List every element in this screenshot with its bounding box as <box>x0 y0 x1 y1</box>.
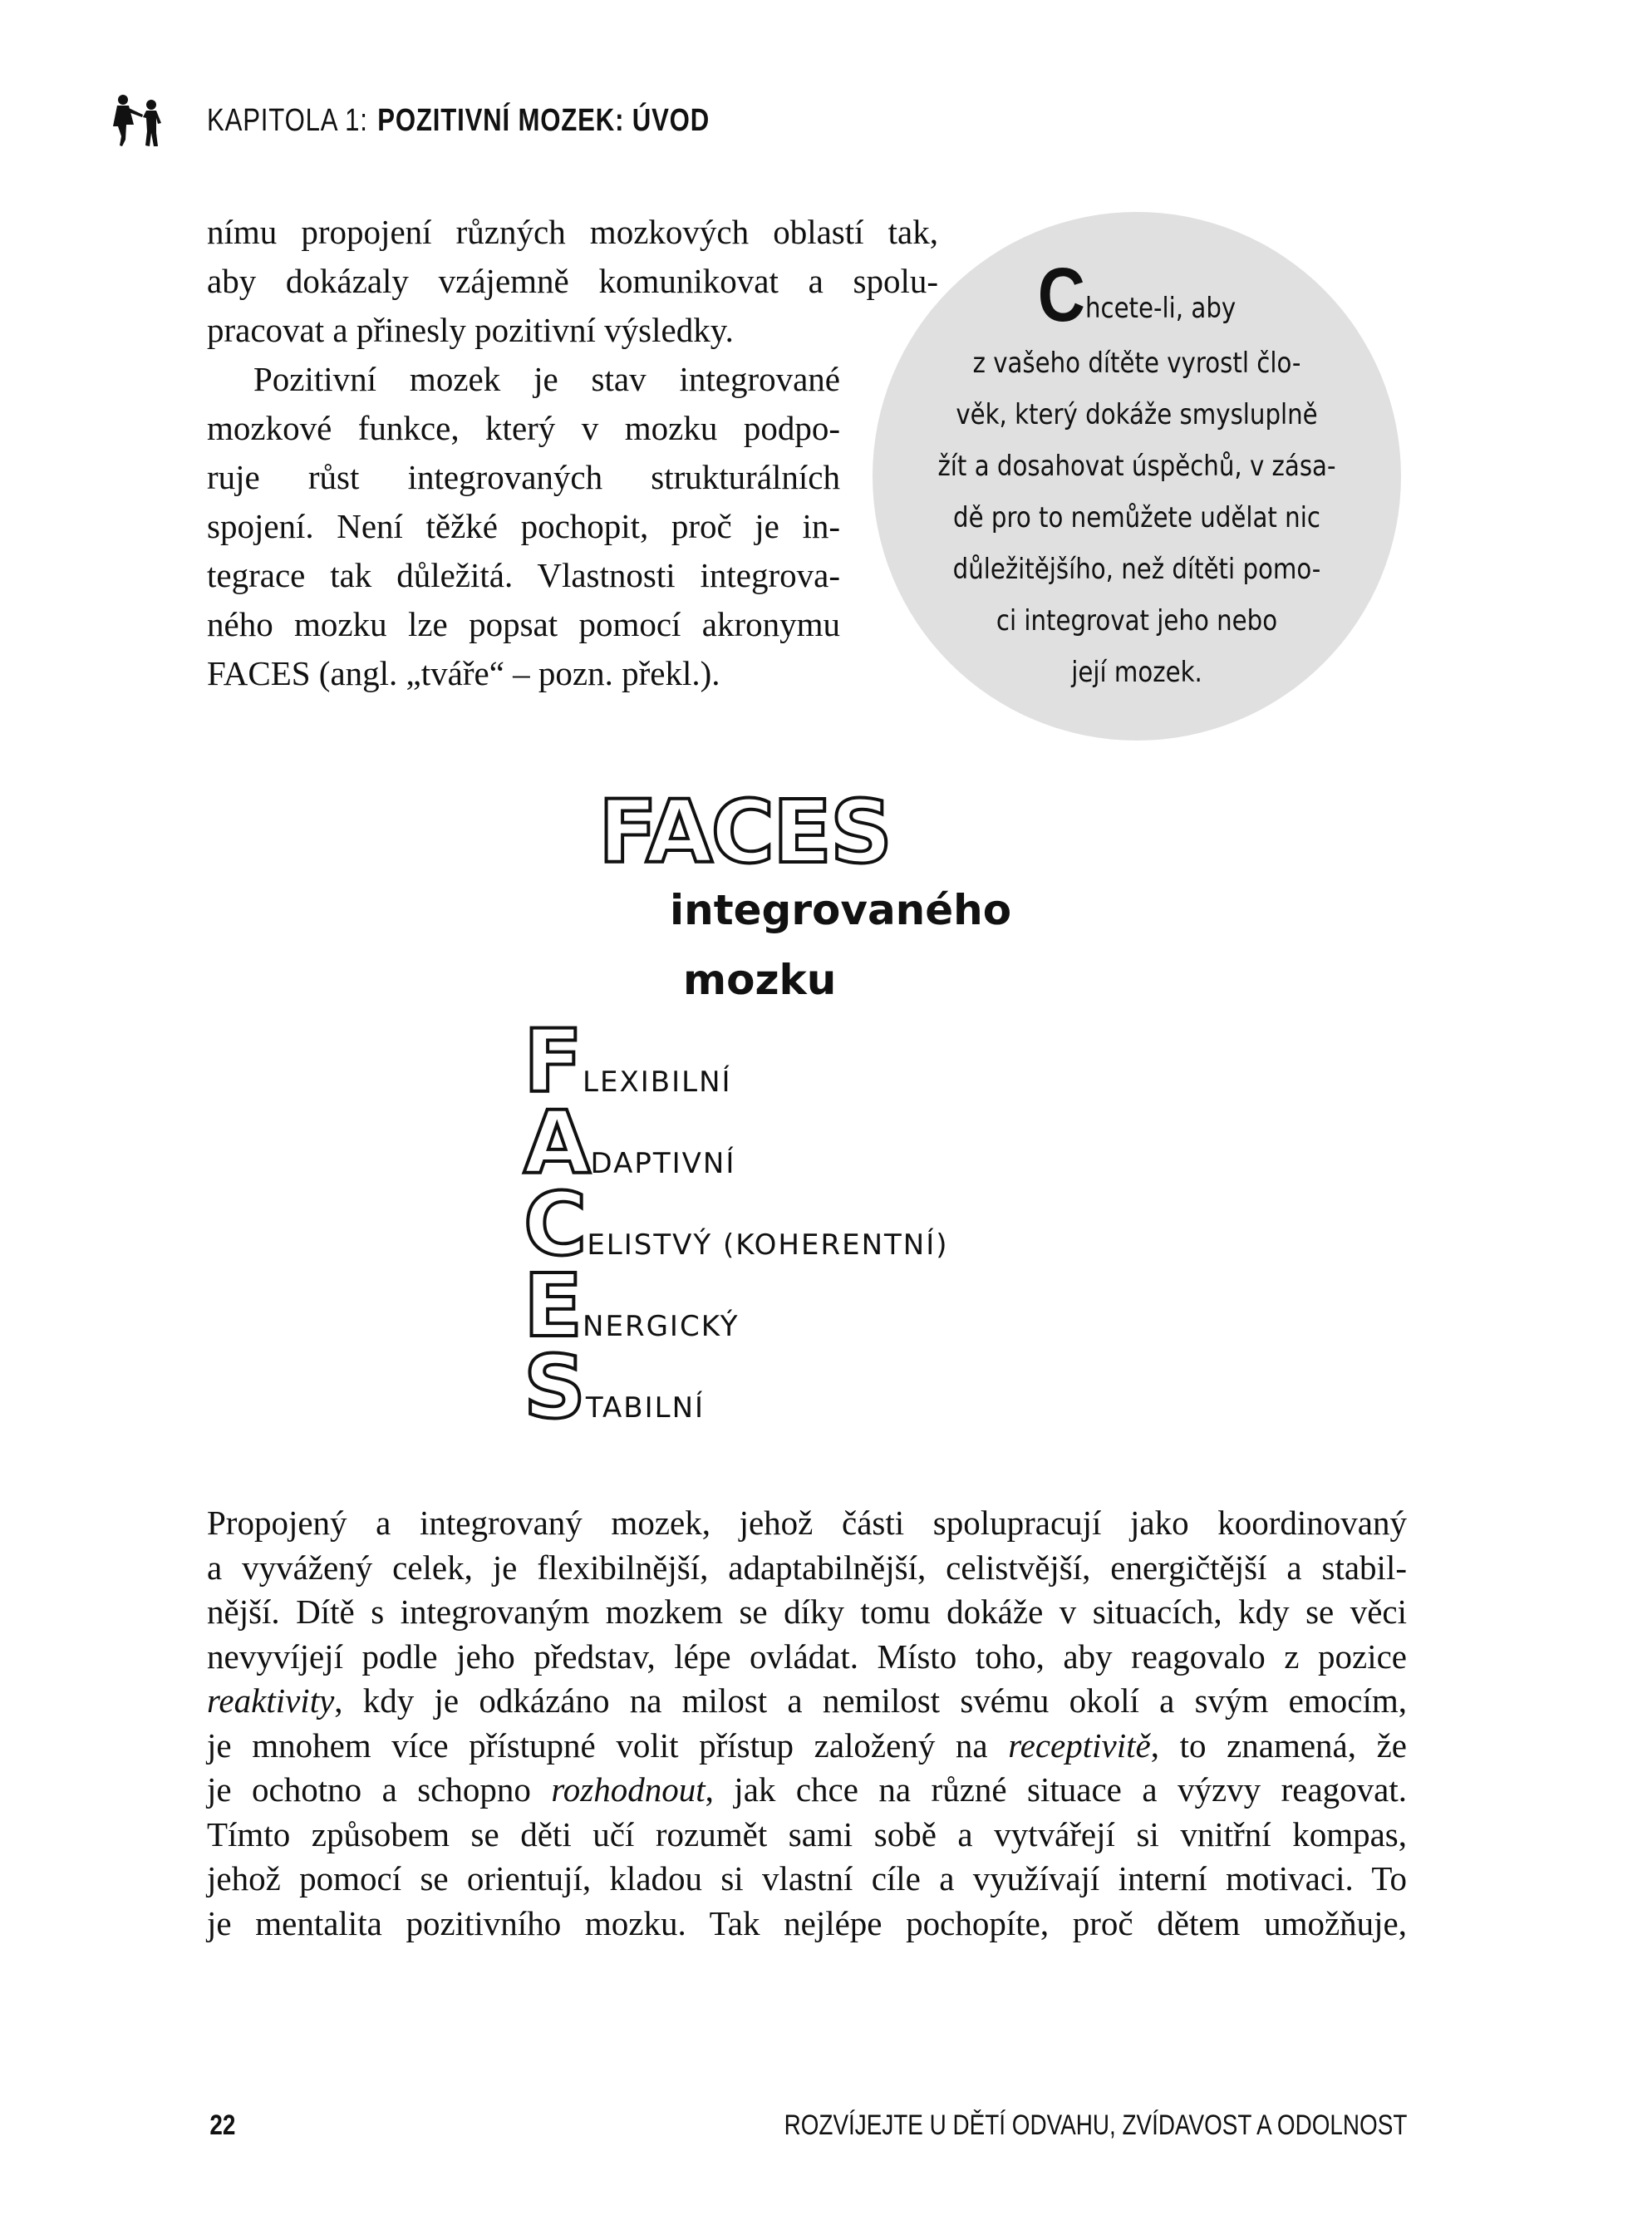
acronym-word: ELISTVÝ (KOHERENTNÍ) <box>587 1228 949 1262</box>
text-line: ného mozku lze popsat pomocí akronymu <box>207 605 840 643</box>
text-segment: je mnohem více přístupné volit přístup založený na <box>207 1725 1009 1765</box>
drop-cap: C <box>1037 253 1085 337</box>
quote-text <box>873 253 1401 698</box>
acronym-item <box>524 1092 949 1194</box>
text-line <box>207 1902 1407 1947</box>
acronym-word: NERGICKÝ <box>583 1310 740 1343</box>
text-line: spojení. Není těžké pochopit, proč je in- <box>207 507 840 545</box>
text-segment: , kdy je odkázáno na milost a nemilost svému okolí a svým emocím, <box>334 1681 1407 1720</box>
quote-line: hcete-li, aby <box>1084 292 1237 325</box>
text-line <box>207 1546 1407 1591</box>
acronym-item <box>524 1174 949 1275</box>
acronym-letter: E <box>524 1255 583 1356</box>
italic-term: rozhodnout <box>551 1770 706 1809</box>
quote-line: důležitějšího, než dítěti pomo- <box>952 553 1321 586</box>
faces-acronym-list <box>524 1011 949 1438</box>
text-line: tegrace tak důležitá. Vlastnosti integrova- <box>207 556 840 594</box>
faces-subtitle-2: mozku <box>683 956 837 1004</box>
text-line <box>207 1679 1407 1724</box>
faces-title: FACES <box>598 781 891 883</box>
italic-term: reaktivity <box>207 1681 335 1720</box>
text-line: nímu propojení různých mozkových oblastí tak, <box>207 213 938 251</box>
text-line: Pozitivní mozek je stav integrované <box>253 360 840 398</box>
acronym-word: DAPTIVNÍ <box>590 1147 736 1180</box>
text-segment: , jak chce na různé situace a výzvy reagovat. <box>705 1770 1407 1809</box>
text-line: FACES (angl. „tváře“ – pozn. překl.). <box>207 654 720 692</box>
acronym-word: TABILNÍ <box>585 1391 706 1425</box>
acronym-word: LEXIBILNÍ <box>583 1066 732 1099</box>
acronym-letter: S <box>524 1336 586 1438</box>
quote-line: ci integrovat jeho nebo <box>996 604 1278 637</box>
text-segment: nější. Dítě s integrovaným mozkem se díky tomu dokáže v situacích, kdy se věci <box>207 1592 1407 1631</box>
quote-line: žít a dosahovat úspěchů, v zása- <box>937 450 1336 483</box>
page-number: 22 <box>209 2109 236 2141</box>
faces-subtitle-1: integrovaného <box>670 886 1012 934</box>
acronym-letter: A <box>524 1092 591 1194</box>
text-segment: a vyvážený celek, je flexibilnější, adaptabilnější, celistvější, energičtější a stabil- <box>207 1548 1407 1587</box>
text-segment: Propojený a integrovaný mozek, jehož části spolupracují jako koordinovaný <box>207 1504 1407 1542</box>
text-segment: , to znamená, že <box>1150 1725 1407 1765</box>
text-line <box>207 1501 1407 1546</box>
text-line <box>207 1857 1407 1902</box>
children-silhouette-icon <box>106 93 170 148</box>
acronym-letter: F <box>524 1011 583 1112</box>
text-line: aby dokázaly vzájemně komunikovat a spolu- <box>207 262 938 300</box>
text-line: ruje růst integrovaných strukturálních <box>207 458 840 496</box>
acronym-letter: C <box>524 1174 588 1275</box>
italic-term: receptivitě <box>1008 1725 1151 1765</box>
acronym-item <box>524 1255 949 1356</box>
text-segment: nevyvíjejí podle jeho představ, lépe ovládat. Místo toho, aby reagovalo z pozice <box>207 1637 1407 1676</box>
quote-line: věk, který dokáže smysluplně <box>956 398 1318 431</box>
text-line <box>207 1813 1407 1858</box>
text-line <box>207 1768 1407 1813</box>
text-line: mozkové funkce, který v mozku podpo- <box>207 409 840 447</box>
text-line <box>207 1590 1407 1635</box>
body-paragraph <box>207 1501 1407 1946</box>
quote-line: její mozek. <box>1071 656 1202 689</box>
quote-line: dě pro to nemůžete udělat nic <box>953 501 1320 534</box>
acronym-item <box>524 1336 949 1438</box>
chapter-title: POZITIVNÍ MOZEK: ÚVOD <box>377 103 710 138</box>
intro-column <box>207 208 946 698</box>
book-title-footer: ROZVÍJEJTE U DĚTÍ ODVAHU, ZVÍDAVOST A ODOLNOST <box>784 2109 1407 2141</box>
text-line <box>207 1635 1407 1680</box>
text-segment: je ochotno a schopno <box>207 1770 552 1809</box>
text-segment: Tímto způsobem se děti učí rozumět sami sobě a vytvářejí si vnitřní kompas, <box>207 1814 1407 1853</box>
running-header <box>207 103 710 139</box>
quote-line: z vašeho dítěte vyrostl člo- <box>972 347 1301 380</box>
text-line <box>207 1724 1407 1769</box>
acronym-item <box>524 1011 949 1112</box>
text-segment: je mentalita pozitivního mozku. Tak nejlépe pochopíte, proč dětem umožňuje, <box>207 1903 1407 1942</box>
text-line: pracovat a přinesly pozitivní výsledky. <box>207 311 734 349</box>
chapter-label: KAPITOLA 1: <box>207 103 368 138</box>
text-segment: jehož pomocí se orientují, kladou si vlastní cíle a využívají interní motivaci. To <box>207 1859 1407 1898</box>
